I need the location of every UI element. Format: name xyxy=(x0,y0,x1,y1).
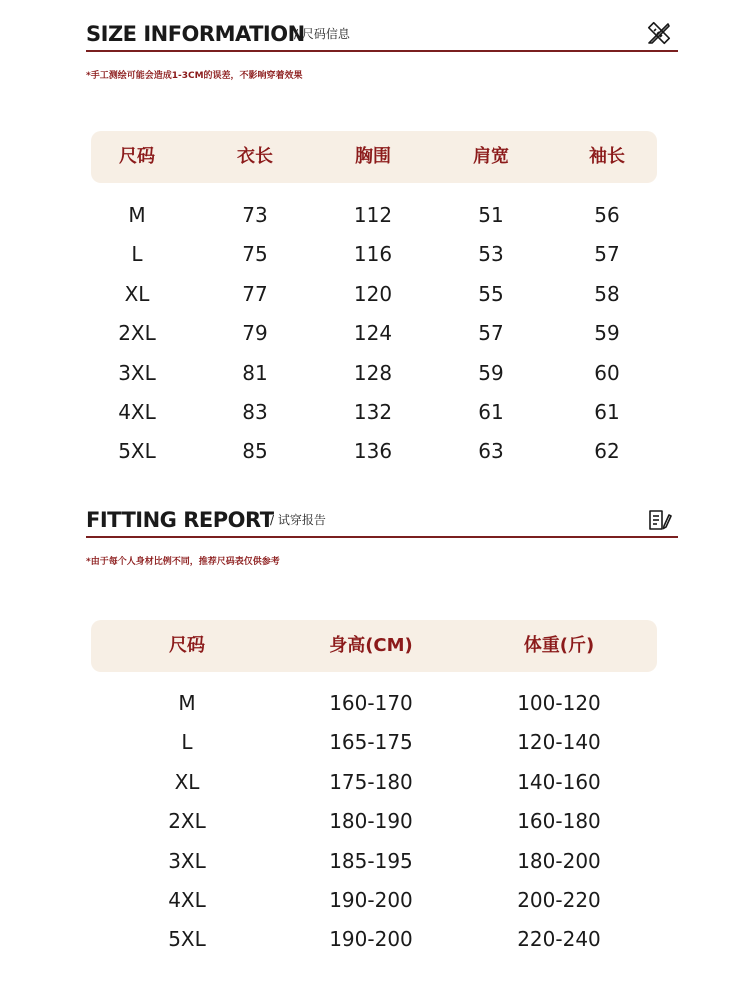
table-cell: 57 xyxy=(594,242,620,267)
table-cell: 56 xyxy=(594,203,620,227)
table-cell: 59 xyxy=(594,321,620,346)
table-cell: 5XL xyxy=(118,439,156,464)
table-cell: 180-190 xyxy=(329,809,413,834)
size-table-header xyxy=(91,131,657,183)
fit-section-title: FITTING REPORT xyxy=(86,508,274,532)
table-cell: 120 xyxy=(353,281,393,306)
sleeve-col-header: 袖长 xyxy=(589,146,625,167)
table-cell: 62 xyxy=(594,439,620,464)
weight-col-header: 体重(斤) xyxy=(523,635,595,656)
table-cell: 190-200 xyxy=(329,888,413,912)
table-cell: 81 xyxy=(242,360,268,385)
table-cell: 58 xyxy=(594,281,620,306)
table-cell: 3XL xyxy=(168,848,206,873)
table-cell: 120-140 xyxy=(517,730,601,755)
table-cell: 77 xyxy=(242,281,268,306)
table-cell: 190-200 xyxy=(329,927,413,952)
ruler-pencil-icon xyxy=(646,20,672,46)
table-cell: M xyxy=(178,691,196,715)
table-cell: 51 xyxy=(478,203,504,227)
table-cell: 4XL xyxy=(168,888,206,912)
table-cell: 61 xyxy=(594,400,620,424)
table-cell: 53 xyxy=(478,242,504,267)
notepad-pencil-icon xyxy=(646,506,672,532)
table-cell: 116 xyxy=(353,242,393,267)
table-cell: 5XL xyxy=(168,927,206,952)
table-cell: 85 xyxy=(242,439,268,464)
table-cell: 140-160 xyxy=(517,769,601,794)
table-cell: 59 xyxy=(478,360,504,385)
chest-col-header: 胸围 xyxy=(355,146,391,167)
fit-size-col-header: 尺码 xyxy=(169,635,205,656)
table-cell: 79 xyxy=(242,321,268,346)
table-cell: 200-220 xyxy=(517,888,601,912)
size-section-header xyxy=(86,14,678,52)
table-cell: L xyxy=(131,242,143,267)
fit-section-header xyxy=(86,500,678,538)
size-disclaimer: *手工测绘可能会造成1-3CM的误差，不影响穿着效果 xyxy=(86,71,303,81)
table-cell: 160-170 xyxy=(329,691,413,715)
table-cell: L xyxy=(181,730,193,755)
table-cell: 75 xyxy=(242,242,268,267)
table-cell: 185-195 xyxy=(329,848,413,873)
table-cell: 63 xyxy=(478,439,504,464)
table-cell: 160-180 xyxy=(517,809,601,834)
table-cell: 132 xyxy=(353,400,393,424)
size-col-header: 尺码 xyxy=(119,146,155,167)
table-cell: 136 xyxy=(353,439,393,464)
table-cell: 57 xyxy=(478,321,504,346)
table-cell: 3XL xyxy=(118,360,156,385)
table-cell: 2XL xyxy=(168,809,206,834)
table-cell: 220-240 xyxy=(517,927,601,952)
table-cell: XL xyxy=(124,281,150,306)
height-col-header: 身高(CM) xyxy=(329,635,413,656)
table-cell: 124 xyxy=(353,321,393,346)
fit-disclaimer: *由于每个人身材比例不同，推荐尺码表仅供参考 xyxy=(86,557,280,567)
table-cell: 175-180 xyxy=(329,769,413,794)
table-cell: 83 xyxy=(242,400,268,424)
fit-table-header xyxy=(91,620,657,672)
table-cell: 60 xyxy=(594,360,620,385)
table-cell: 73 xyxy=(242,203,268,227)
size-section-title: SIZE INFORMATION xyxy=(86,22,305,46)
table-cell: M xyxy=(128,203,146,227)
table-cell: 112 xyxy=(353,203,393,227)
table-cell: 128 xyxy=(353,360,393,385)
table-cell: 165-175 xyxy=(329,730,413,755)
table-cell: 61 xyxy=(478,400,504,424)
length-col-header: 衣长 xyxy=(237,146,273,167)
fit-section-subtitle: / 试穿报告 xyxy=(270,513,326,527)
size-section-subtitle: / 尺码信息 xyxy=(294,27,350,41)
table-cell: 100-120 xyxy=(517,691,601,715)
shoulder-col-header: 肩宽 xyxy=(473,146,509,167)
table-cell: 55 xyxy=(478,281,504,306)
table-cell: 2XL xyxy=(118,321,156,346)
table-cell: 180-200 xyxy=(517,848,601,873)
table-cell: 4XL xyxy=(118,400,156,424)
table-cell: XL xyxy=(174,769,200,794)
